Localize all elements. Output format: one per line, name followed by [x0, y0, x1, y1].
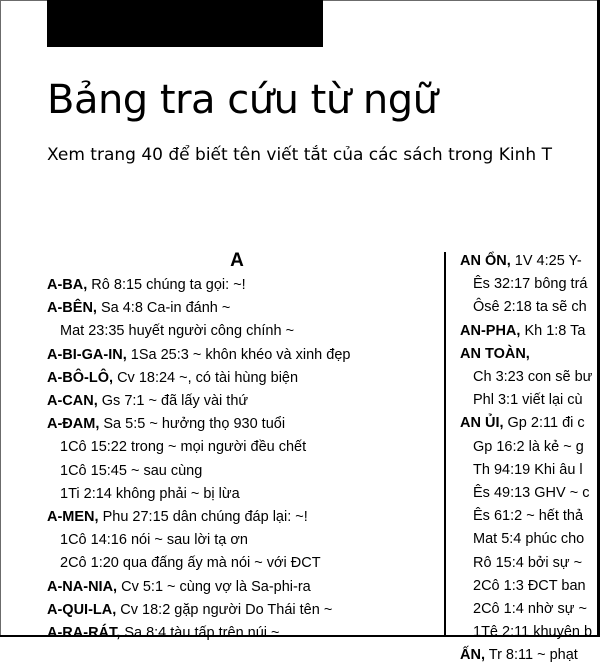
- entry-term: AN ỦI,: [460, 415, 504, 432]
- entry-text: Rô 15:4 bởi sự ~: [473, 554, 583, 571]
- page-title: Bảng tra cứu từ ngữ: [47, 77, 438, 123]
- entry-text: 2Cô 1:3 ĐCT ban: [473, 577, 586, 594]
- entry-term: A-ĐAM,: [47, 416, 100, 433]
- entry-term: AN ỔN,: [460, 253, 511, 269]
- entry-text: Ês 49:13 GHV ~ c: [473, 485, 590, 502]
- entry-term: A-MEN,: [47, 509, 99, 526]
- entry-term: AN-PHA,: [460, 322, 521, 339]
- glossary-entry: [460, 250, 600, 273]
- entry-text: Th 94:19 Khi âu l: [473, 461, 583, 478]
- entry-text: Cv 18:2 gặp người Do Thái tên ~: [116, 601, 333, 618]
- entry-text: 1Ti 2:14 không phải ~ bị lừa: [60, 485, 240, 502]
- glossary-entry: [47, 367, 427, 390]
- entry-term: A-RA-RÁT,: [47, 625, 121, 642]
- glossary-reference: [47, 529, 427, 552]
- left-column: [47, 250, 427, 645]
- entry-text: Gp 2:11 đi c: [503, 415, 585, 432]
- glossary-reference: [460, 296, 600, 319]
- glossary-reference: [460, 389, 600, 412]
- entry-text: 2Cô 1:20 qua đấng ấy mà nói ~ với ĐCT: [60, 555, 321, 572]
- glossary-reference: [460, 505, 600, 528]
- entry-text: 1Cô 15:45 ~ sau cùng: [60, 462, 203, 479]
- redacted-header-block: [47, 0, 323, 47]
- glossary-reference: [460, 528, 600, 551]
- section-letter-heading: A: [230, 250, 244, 271]
- glossary-reference: [460, 575, 600, 598]
- entry-term: A-QUI-LA,: [47, 601, 117, 618]
- glossary-entry: [47, 576, 427, 599]
- glossary-entry: [460, 343, 600, 366]
- glossary-reference: [460, 621, 600, 644]
- glossary-entry: [47, 622, 427, 645]
- glossary-entry: [47, 274, 427, 297]
- entry-text: Phu 27:15 dân chúng đáp lại: ~!: [98, 509, 308, 526]
- entry-term: AN TOÀN,: [460, 345, 530, 362]
- entry-text: Sa 8:4 tàu tấp trên núi ~: [120, 625, 280, 642]
- entry-term: A-NA-NIA,: [47, 578, 118, 595]
- glossary-reference: [460, 459, 600, 482]
- right-entry-list: [460, 250, 600, 668]
- entry-text: 1Cô 14:16 nói ~ sau lời tạ ơn: [60, 532, 248, 549]
- entry-text: Ês 32:17 bông trá: [473, 276, 588, 293]
- entry-text: Kh 1:8 Ta: [520, 322, 586, 339]
- glossary-reference: [460, 366, 600, 389]
- glossary-entry: [47, 297, 427, 320]
- entry-text: Sa 4:8 Ca-in đánh ~: [96, 300, 231, 317]
- entry-term: A-CAN,: [47, 393, 98, 410]
- entry-term: A-BA,: [47, 277, 88, 293]
- entry-text: Ês 61:2 ~ hết thả: [473, 508, 584, 525]
- glossary-entry: [47, 390, 427, 413]
- entry-text: 1Sa 25:3 ~ khôn khéo và xinh đẹp: [126, 346, 351, 363]
- column-divider: [444, 252, 446, 637]
- entry-term: A-BÔ-LÔ,: [47, 369, 114, 386]
- glossary-reference: [47, 460, 427, 483]
- entry-text: Cv 18:24 ~, có tài hùng biện: [113, 369, 299, 386]
- glossary-reference: [460, 598, 600, 621]
- entry-text: Sa 5:5 ~ hưởng thọ 930 tuổi: [99, 416, 286, 433]
- glossary-reference: [460, 273, 600, 296]
- entry-text: Mat 5:4 phúc cho: [473, 531, 585, 548]
- glossary-reference: [47, 552, 427, 575]
- glossary-reference: [47, 320, 427, 343]
- entry-text: Tr 8:11 ~ phạt: [484, 647, 578, 664]
- entry-text: Ch 3:23 con sẽ bư: [473, 369, 593, 386]
- entry-text: Phl 3:1 viết lại cù: [473, 392, 583, 409]
- glossary-entry: [460, 644, 600, 667]
- left-entry-list: [47, 274, 427, 645]
- glossary-reference: [47, 436, 427, 459]
- glossary-entry: [460, 412, 600, 435]
- glossary-entry: [47, 599, 427, 622]
- entry-text: Gp 16:2 là kẻ ~ g: [473, 438, 584, 455]
- entry-text: Cv 5:1 ~ cùng vợ là Sa-phi-ra: [117, 578, 311, 595]
- entry-text: Mat 23:35 huyết người công chính ~: [60, 323, 295, 340]
- entry-text: Rô 8:15 chúng ta gọi: ~!: [87, 277, 246, 293]
- entry-text: 1Tê 2:11 khuyên b: [473, 624, 593, 641]
- entry-text: 1Cô 15:22 trong ~ mọi người đều chết: [60, 439, 307, 456]
- page-subtitle: Xem trang 40 để biết tên viết tắt của các sách trong Kinh T: [47, 145, 552, 165]
- entry-text: Ôsê 2:18 ta sẽ ch: [473, 299, 587, 316]
- right-column: [460, 250, 600, 668]
- glossary-reference: [460, 552, 600, 575]
- entry-term: A-BI-GA-IN,: [47, 346, 127, 363]
- entry-text: Gs 7:1 ~ đã lấy vài thứ: [97, 393, 249, 410]
- glossary-reference: [47, 483, 427, 506]
- glossary-entry: [47, 344, 427, 367]
- entry-text: 1V 4:25 Y-: [510, 253, 582, 269]
- glossary-reference: [460, 436, 600, 459]
- entry-term: A-BÊN,: [47, 300, 97, 317]
- glossary-entry: [47, 506, 427, 529]
- glossary-reference: [460, 482, 600, 505]
- glossary-entry: [460, 320, 600, 343]
- entry-text: 2Cô 1:4 nhờ sự ~: [473, 601, 587, 618]
- frame-left-border: [0, 0, 1, 637]
- glossary-entry: [47, 413, 427, 436]
- entry-term: ẤN,: [460, 647, 485, 664]
